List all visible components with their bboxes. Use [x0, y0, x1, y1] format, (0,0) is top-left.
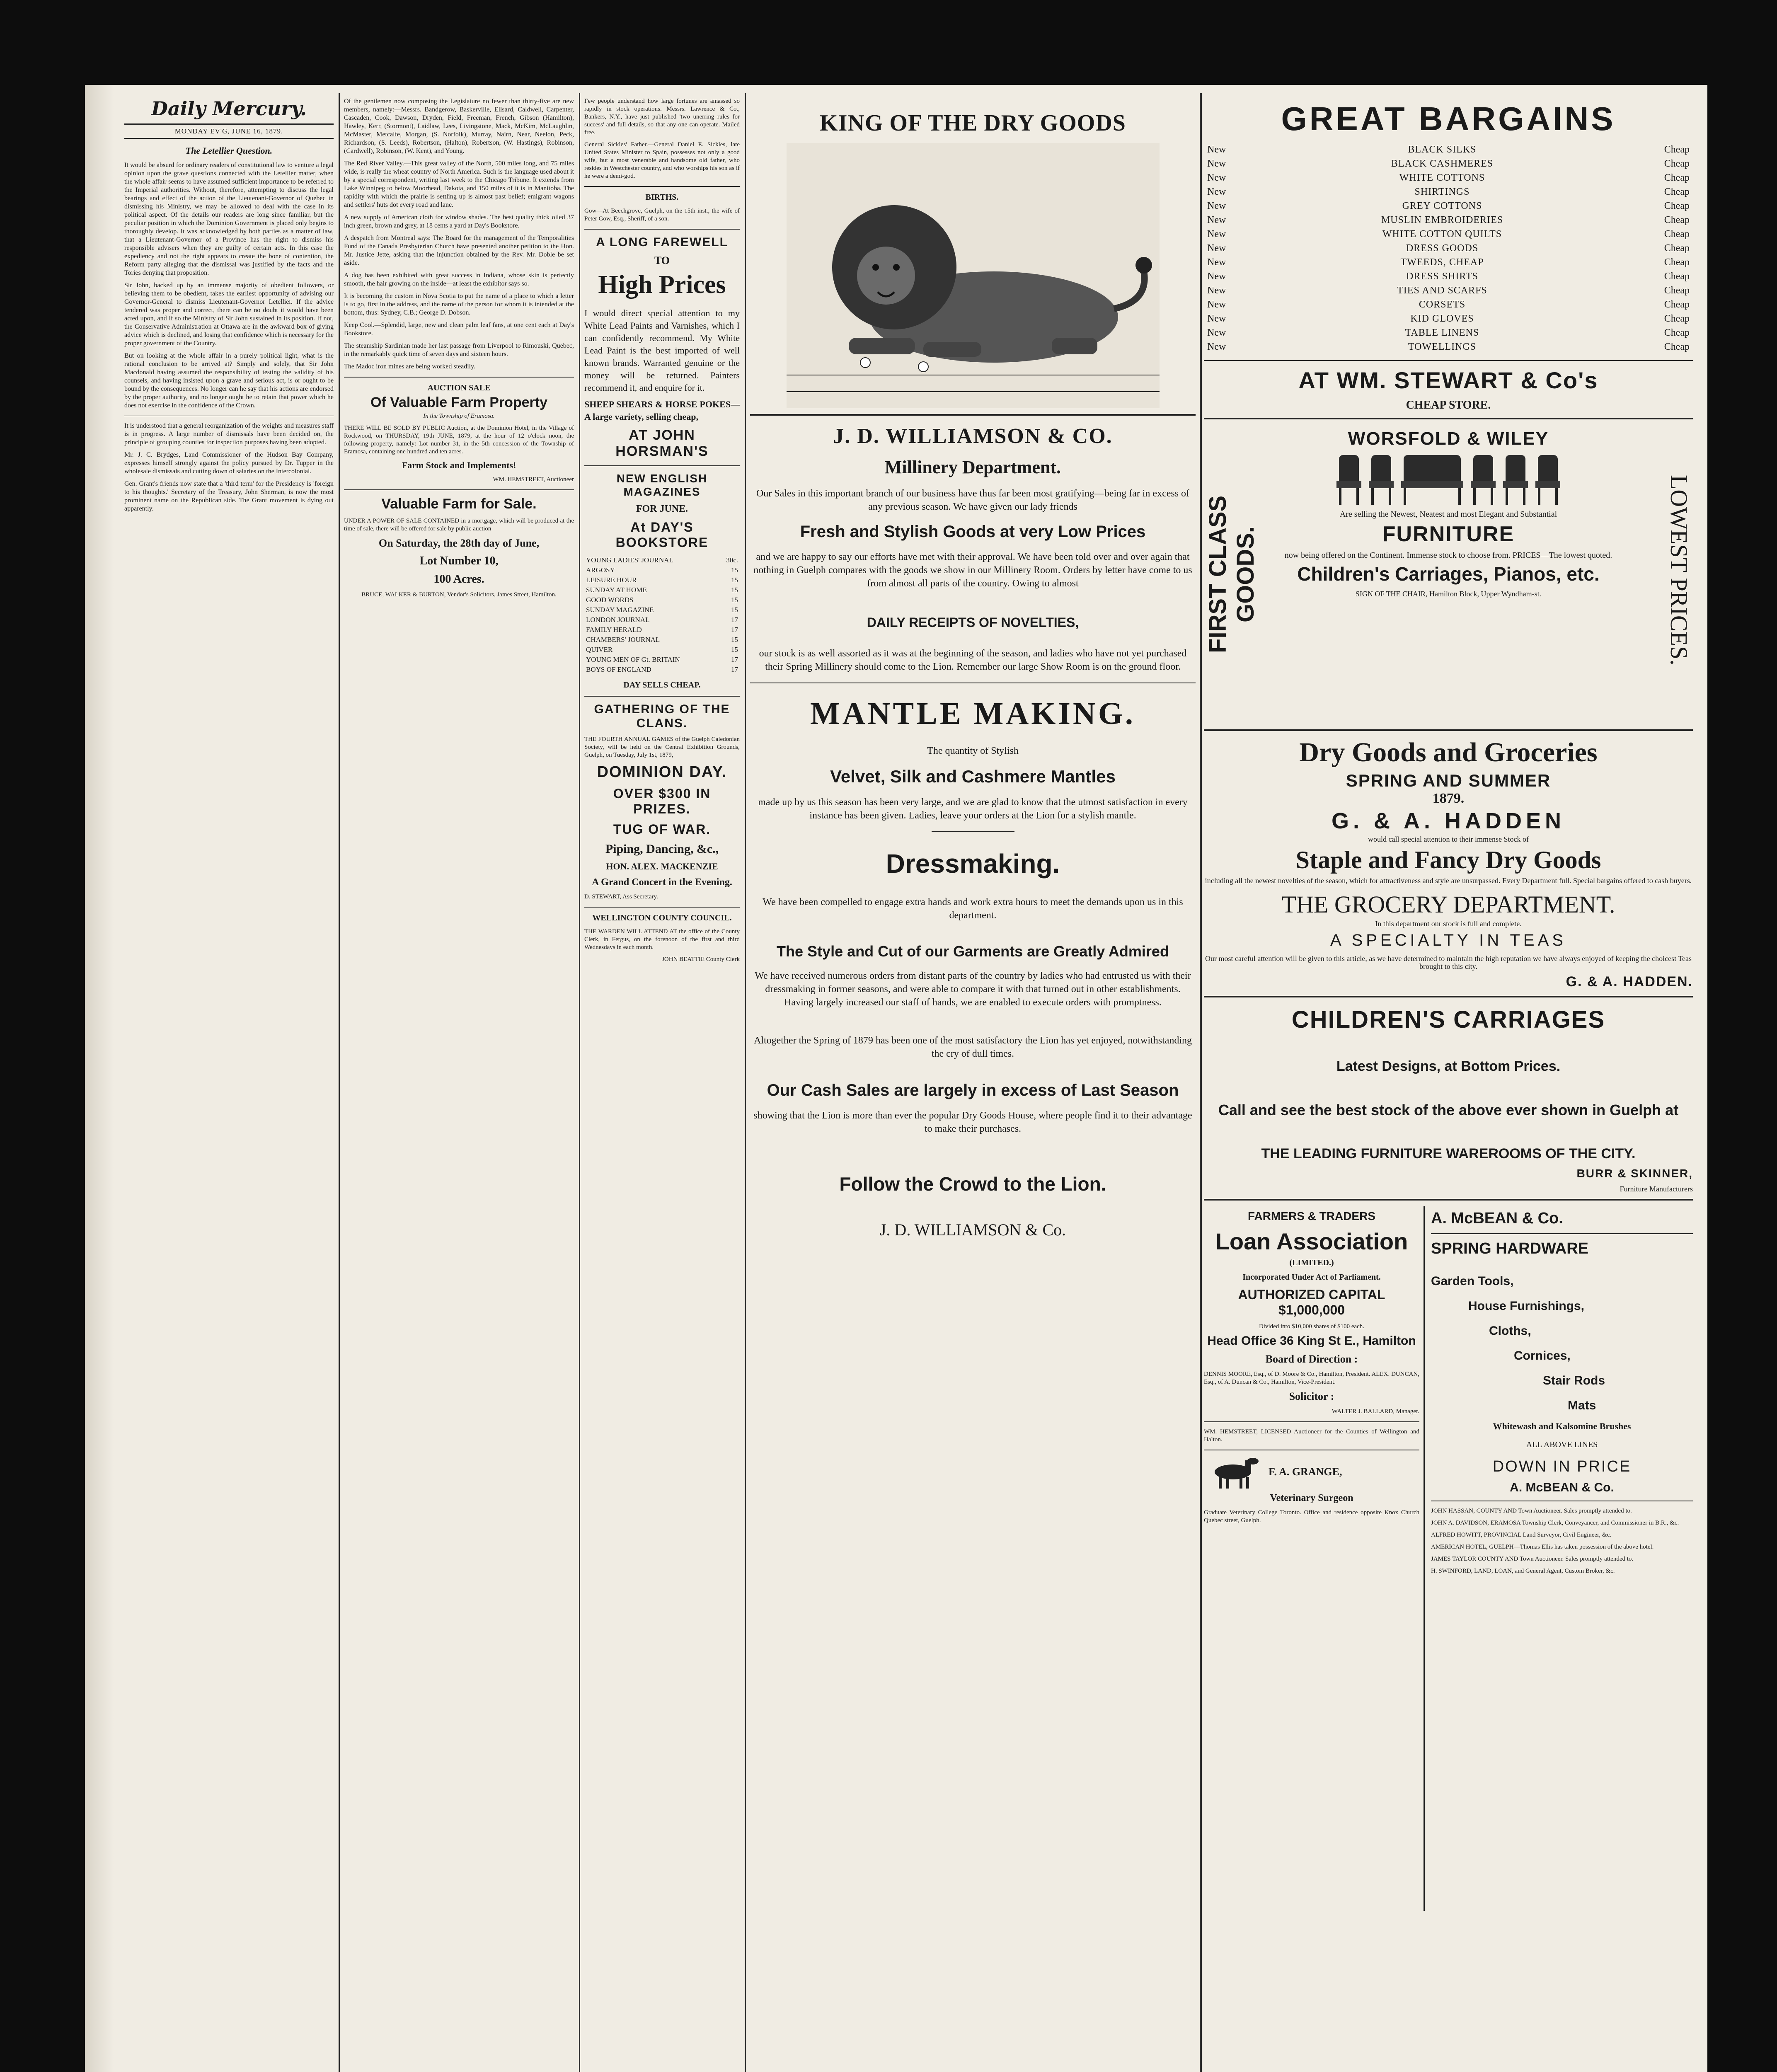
magazine-row	[584, 585, 740, 595]
bargain-item: SHIRTINGS	[1414, 186, 1470, 197]
magazine-row	[584, 655, 740, 665]
bargains-title: GREAT BARGAINS	[1281, 100, 1616, 137]
bargain-suffix: Cheap	[1664, 201, 1690, 211]
divider	[1204, 729, 1693, 731]
hadden-grocery-note: In this department our stock is full and complete.	[1375, 920, 1522, 928]
bargain-item: GREY COTTONS	[1402, 201, 1482, 211]
bargain-item: BLACK CASHMERES	[1391, 158, 1494, 169]
column-williamson-ad	[750, 97, 1196, 2072]
news-item: The steamship Sardinian made her last passage from Liverpool to Rimouski, Quebec, in the remarkably quick time of seven days and sixteen hours.	[344, 342, 574, 358]
bargain-item: TOWELLINGS	[1408, 341, 1477, 352]
hardware-item: Cornices,	[1514, 1349, 1571, 1363]
lion-illustration-icon	[787, 143, 1160, 408]
loan-board: Board of Direction :	[1265, 1353, 1358, 1365]
hadden-teas-note: Our most careful attention will be given to this article, as we have determined to maintain the high reputation we have always enjoyed of keeping the choicest Teas brought to this city.	[1205, 954, 1692, 971]
bargain-prefix: New	[1207, 299, 1226, 310]
bargain-suffix: Cheap	[1664, 313, 1690, 324]
bargain-prefix: New	[1207, 215, 1226, 225]
magazine-name: LONDON JOURNAL	[586, 616, 650, 624]
hardware-item: Cloths,	[1489, 1324, 1531, 1338]
hadden-teas: A SPECIALTY IN TEAS	[1330, 931, 1566, 949]
bargain-prefix: New	[1207, 186, 1226, 197]
farm-lot: Lot Number 10,	[419, 554, 499, 567]
news-item: Of the gentlemen now composing the Legislature no fewer than thirty-five are new members, namely:—Messrs. Bandgerow, Baskerville, Ellsard, Caldwell, Carpenter, Cascaden, Cook, Dawson, Dryden, Field, Freeman, French, Gibson (Hamilton), Hawley, Kerr, (Stormont), Laidlaw, Lees, Livingstone, Mack, McKim, McLaughlin, McMaster, Metcalfe, Morgan, (S. Norfolk), Murray, Nairn, Near, Neelon, Peck, Richardson, (S. Leeds), Robertson, (Halton), Robertson, (W. Hastings), Robinson, (Cardwell), Robinson, (W. Kent), and Young.	[344, 98, 574, 155]
hadden-attention: would call special attention to their immense Stock of	[1368, 835, 1529, 843]
council-clerk: JOHN BEATTIE County Clerk	[662, 956, 740, 963]
hardware-item: Garden Tools,	[1431, 1274, 1514, 1288]
magazines-footer: DAY SELLS CHEAP.	[623, 680, 701, 690]
worsfold-carriages: Children's Carriages, Pianos, etc.	[1297, 563, 1600, 585]
bargain-row	[1205, 185, 1692, 198]
magazine-row	[584, 625, 740, 635]
bargain-suffix: Cheap	[1664, 172, 1690, 183]
magazine-name: GOOD WORDS	[586, 596, 634, 604]
ad-text: made up by us this season has been very large, and we are glad to know that the utmost satisfaction in every instance has been given. Ladies, leave your orders at the Lion for a stylish mantle.	[758, 797, 1188, 821]
bargain-item: WHITE COTTON QUILTS	[1382, 229, 1502, 240]
news-item: A despatch from Montreal says: The Board for the management of the Temporalities Fund of the Canada Presbyterian Church have presented another petition to the Hon. Mr. Justice Jette, asking that the injunction obtained by the Rev. Mr. Doble be set aside.	[344, 235, 574, 266]
magazine-name: YOUNG MEN OF Gt. BRITAIN	[586, 656, 680, 663]
column-rule	[579, 93, 580, 2072]
business-card: ALFRED HOWITT, PROVINCIAL Land Surveyor, Civil Engineer, &c.	[1431, 1532, 1611, 1538]
ad-daily: DAILY RECEIPTS OF NOVELTIES,	[867, 615, 1079, 630]
bargain-item: DRESS SHIRTS	[1406, 271, 1478, 282]
bargain-suffix: Cheap	[1664, 215, 1690, 225]
business-card: AMERICAN HOTEL, GUELPH—Thomas Ellis has taken possession of the above hotel.	[1431, 1544, 1654, 1550]
magazine-price: 15	[731, 646, 738, 654]
article-heading: The Letellier Question.	[185, 145, 273, 156]
ad-text: The quantity of Stylish	[927, 746, 1019, 756]
ad-mantle: MANTLE MAKING.	[810, 696, 1135, 731]
loan-ad	[1204, 1206, 1419, 1911]
worsfold-title: WORSFOLD & WILEY	[1348, 428, 1549, 449]
loan-title: Loan Association	[1215, 1228, 1408, 1254]
divider	[1204, 996, 1693, 997]
bargain-suffix: Cheap	[1664, 158, 1690, 169]
news-item: The Madoc iron mines are being worked steadily.	[344, 363, 476, 370]
farm-title: Valuable Farm for Sale.	[381, 496, 537, 512]
hardware-sign: A. McBEAN & Co.	[1510, 1481, 1614, 1494]
loan-office: Head Office 36 King St E., Hamilton	[1207, 1334, 1416, 1348]
bargain-prefix: New	[1207, 341, 1226, 352]
bargain-suffix: Cheap	[1664, 229, 1690, 240]
news-item: The Red River Valley.—This great valley of the North, 500 miles long, and 75 miles wide, is really the wheat country of North America. Such is the language used about it by a special correspondent, writing last week to the Chicago Tribune. It extends from Lake Winnipeg to below Moorhead, Dakota, and 150 miles of it is in Manitoba. The rapidity with which the prairie is settling up is almost past belief; emigrant wagons and settlers' huts dot every road and lane.	[344, 160, 574, 208]
auction-subtitle: In the Township of Eramosa.	[423, 413, 495, 419]
news-item: Few people understand how large fortunes are amassed so rapidly in stock operations. Messrs. Lawrence & Co., Bankers, N.Y., have just published 'two unerring rules for success' and full details, so that any one can operate. Mailed free.	[584, 98, 740, 136]
news-item: Mr. J. C. Brydges, Land Commissioner of the Hudson Bay Company, expresses himself strongly against the policy pursued by Dr. Tupper in the wholesale dismissals and cutting down of salaries on the Intercolonial.	[124, 451, 334, 475]
magazine-name: BOYS OF ENGLAND	[586, 666, 651, 673]
divider	[584, 465, 740, 466]
ad-style: The Style and Cut of our Garments are Greatly Admired	[777, 943, 1169, 960]
business-card: JOHN A. DAVIDSON, ERAMOSA Township Clerk, Conveyancer, and Commissioner in B.R., &c.	[1431, 1520, 1679, 1526]
loan-manager: WALTER J. BALLARD, Manager.	[1332, 1408, 1419, 1415]
column-rule	[339, 93, 340, 2072]
farewell-title: High Prices	[598, 271, 726, 299]
bargain-suffix: Cheap	[1664, 243, 1690, 254]
clans-tug: TUG OF WAR.	[613, 822, 711, 837]
magazine-price: 17	[731, 656, 738, 663]
hadden-title: Dry Goods and Groceries	[1299, 737, 1598, 767]
hardware-ad	[1431, 1206, 1693, 1911]
magazine-price: 15	[731, 566, 738, 574]
business-card: H. SWINFORD, LAND, LOAN, and General Agent, Custom Broker, &c.	[1431, 1568, 1615, 1574]
divider	[584, 907, 740, 908]
column-editorial	[124, 97, 334, 2072]
bargain-prefix: New	[1207, 201, 1226, 211]
auction-title: Of Valuable Farm Property	[370, 395, 548, 410]
auction-body: THERE WILL BE SOLD BY PUBLIC Auction, at the Dominion Hotel, in the Village of Rockwood, on THURSDAY, 19th JUNE, 1879, at the hour of 12 o'clock noon, the following property, namely: Lot number 31, in the 5th concession of the Township of Eramosa, containing one hundred and ten acres.	[344, 425, 574, 455]
bargain-item: DRESS GOODS	[1406, 243, 1479, 254]
magazine-row	[584, 605, 740, 615]
divider	[344, 489, 574, 490]
ad-follow: Follow the Crowd to the Lion.	[839, 1173, 1106, 1195]
article-paragraph: Sir John, backed up by an immense majority of obedient followers, or believing them to be obedient, takes the earliest opportunity of advising our Governor-General to dismiss Lieutenant-Governor Letellier. If the advice tendered was proper and correct, there can be no doubt it would have been acted upon, and if so the Ministry of Sir John sustained in its position. If not, the Conservative Administration at Ottawa are in the awkward box of giving advice which is declined, and losing that confidence which is necessary for the proper government of the Country.	[124, 282, 334, 347]
council-body: THE WARDEN WILL ATTEND AT the office of the County Clerk, in Fergus, on the forenoon of the first and third Wednesdays in each month.	[584, 928, 740, 951]
magazine-name: LEISURE HOUR	[586, 576, 637, 584]
hardware-lines: ALL ABOVE LINES	[1526, 1440, 1598, 1449]
article-paragraph: It would be absurd for ordinary readers of constitutional law to venture a legal opinion upon the grave questions connected with the Letellier matter, when the whole affair seems to have assumed sufficient importance to be referred to the Imperial authorities. Without, therefore, attempting to discuss the legal bearings and effect of the action of the Lieutenant-Governor of Quebec in dismissing his Ministry, we may be allowed to deal with the case in its political aspect. Of the details our readers are long since familiar, but the peculiar position in which the Dominion Government is placed only begins to thoroughly develop. It was acknowledged by both parties as a matter of law, that a Lieutenant-Governor of a Province has the right to dismiss his responsible advisers when they are guilty of certain acts. In this case the expediency and not the right appears to create the bone of contention, the Reform party alleging that the dismissal was justified by the facts and the Tories denying that proposition.	[124, 162, 334, 276]
loan-limited: (LIMITED.)	[1289, 1258, 1334, 1267]
stewart-cheap: CHEAP STORE.	[1406, 399, 1491, 411]
bargain-row	[1205, 143, 1692, 156]
bargain-row	[1205, 298, 1692, 311]
divider	[1204, 1421, 1419, 1422]
column-news	[344, 97, 574, 2072]
carriages-trade: Furniture Manufacturers	[1620, 1185, 1693, 1193]
magazine-name: ARGOSY	[586, 566, 615, 574]
magazine-price: 17	[731, 616, 738, 624]
worsfold-left: FIRST CLASS GOODS.	[1204, 495, 1259, 654]
hardware-title: SPRING HARDWARE	[1431, 1240, 1589, 1257]
magazine-name: CHAMBERS' JOURNAL	[586, 636, 660, 644]
bargain-item: MUSLIN EMBROIDERIES	[1381, 215, 1503, 225]
ad-text: and we are happy to say our efforts have met with their approval. We have been told over and over again that nothing in Guelph compares with the goods we show in our Millinery Room. Orders by letter have come to us from almost all parts of the country. Owing to almost	[753, 552, 1192, 589]
bargain-item: BLACK SILKS	[1408, 144, 1477, 155]
magazine-price: 15	[731, 596, 738, 604]
magazine-row	[584, 635, 740, 645]
farewell-line: A LONG FAREWELL	[596, 235, 728, 249]
bargain-prefix: New	[1207, 243, 1226, 254]
farm-acres: 100 Acres.	[433, 573, 484, 586]
magazine-row	[584, 615, 740, 625]
ad-text: Altogether the Spring of 1879 has been one of the most satisfactory the Lion has yet enjoyed, notwithstanding the cry of dull times.	[753, 1035, 1192, 1059]
bargain-row	[1205, 312, 1692, 325]
clans-piping: Piping, Dancing, &c.,	[605, 842, 719, 856]
bargain-row	[1205, 270, 1692, 283]
magazine-price: 15	[731, 636, 738, 644]
magazine-price: 15	[731, 606, 738, 614]
loan-directors: DENNIS MOORE, Esq., of D. Moore & Co., Hamilton, President. ALEX. DUNCAN, Esq., of A. Duncan & Co., Hamilton, Vice-President.	[1204, 1371, 1419, 1385]
news-item: It is becoming the custom in Nova Scotia to put the name of a place to which a letter is to go, first in the address, and the name of the person for whom it is intended at the bottom, thus: Sydney, C.B.; George D. Dobson.	[344, 293, 574, 316]
bargain-suffix: Cheap	[1664, 299, 1690, 310]
clans-title: GATHERING OF THE CLANS.	[594, 702, 730, 730]
bargain-row	[1205, 199, 1692, 213]
worsfold-selling: Are selling the Newest, Neatest and most Elegant and Substantial	[1339, 510, 1557, 519]
column-rule	[1424, 1206, 1425, 1911]
carriages-rooms: THE LEADING FURNITURE WAREROOMS OF THE CITY.	[1261, 1146, 1636, 1162]
carriages-firm: BURR & SKINNER,	[1576, 1167, 1693, 1180]
magazine-row	[584, 555, 740, 565]
divider	[1431, 1233, 1693, 1234]
grange-body: Graduate Veterinary College Toronto. Office and residence opposite Knox Church Quebec street, Guelph.	[1204, 1509, 1419, 1524]
ad-text: our stock is as well assorted as it was at the beginning of the season, and ladies who have not yet purchased their Spring Millinery should come to the Lion. Remember our large Show Room is on the ground floor.	[759, 648, 1187, 672]
hardware-item: Mats	[1568, 1399, 1596, 1412]
magazines-store: At DAY'S BOOKSTORE	[615, 520, 709, 550]
farm-firm: BRUCE, WALKER & BURTON, Vendor's Solicitors, James Street, Hamilton.	[361, 591, 557, 598]
magazines-table	[584, 555, 740, 675]
bargain-prefix: New	[1207, 229, 1226, 240]
farewell-body: I would direct special attention to my White Lead Paints and Varnishes, which I can confidently recommend. My White Lead Paint is the best imported of well known brands. Warranted genuine or the money will be returned. Painters recommend it, and enquire for it.	[584, 308, 740, 393]
bargain-row	[1205, 213, 1692, 227]
hadden-sign: G. & A. HADDEN.	[1566, 974, 1693, 990]
births-notice: Gow—At Beechgrove, Guelph, on the 15th inst., the wife of Peter Gow, Esq., Sheriff, of a son.	[584, 208, 740, 222]
bargain-prefix: New	[1207, 172, 1226, 183]
hemstreet-card: WM. HEMSTREET, LICENSED Auctioneer for the Counties of Wellington and Halton.	[1204, 1428, 1419, 1443]
bargain-item: WHITE COTTONS	[1399, 172, 1485, 183]
business-card: JAMES TAYLOR COUNTY AND Town Auctioneer. Sales promptly attended to.	[1431, 1556, 1634, 1562]
ad-text: showing that the Lion is more than ever the popular Dry Goods House, where people find it to their advantage to make their purchases.	[753, 1110, 1192, 1134]
clans-day: DOMINION DAY.	[597, 763, 727, 781]
furniture-illustration-icon	[1245, 455, 1651, 505]
magazine-name: SUNDAY AT HOME	[586, 586, 647, 594]
hadden-year: 1879.	[1432, 791, 1465, 806]
divider	[750, 414, 1196, 416]
magazine-row	[584, 665, 740, 675]
hardware-brushes: Whitewash and Kalsomine Brushes	[1493, 1421, 1631, 1431]
bargain-row	[1205, 171, 1692, 184]
clans-games: THE FOURTH ANNUAL GAMES of the Guelph Caledonian Society, will be held on the Central Exhibition Grounds, Guelph, on Tuesday, July 1st, 1879,	[584, 736, 740, 758]
magazine-row	[584, 645, 740, 655]
magazine-price: 17	[731, 666, 738, 673]
divider	[1204, 360, 1693, 361]
hardware-item: Stair Rods	[1543, 1374, 1605, 1387]
loan-solicitor: Solicitor :	[1289, 1390, 1334, 1402]
worsfold-offered: now being offered on the Continent. Immense stock to choose from. PRICES—The lowest quoted.	[1284, 551, 1612, 560]
article-paragraph: But on looking at the whole affair in a purely political light, what is the rational conclusion to be arrived at? Simply and solely, that Sir John Macdonald having assumed the responsibility of testing the validity of his counsels, and having insisted upon a grave and serious act, is or ought to be bound by the consequences. No longer can he say that his actions are endorsed by the proper authority, and no longer ought he to retain that power which he does not exercise in the confidence of the Crown.	[124, 352, 334, 409]
bargain-prefix: New	[1207, 313, 1226, 324]
magazine-price: 15	[731, 576, 738, 584]
clans-concert: A Grand Concert in the Evening.	[592, 877, 732, 888]
magazine-price: 15	[731, 586, 738, 594]
magazine-row	[584, 575, 740, 585]
bargain-row	[1205, 340, 1692, 353]
bargain-prefix: New	[1207, 158, 1226, 169]
hardware-down: DOWN IN PRICE	[1492, 1458, 1632, 1475]
divider	[584, 696, 740, 697]
farm-body: UNDER A POWER OF SALE CONTAINED in a mortgage, which will be produced at the time of sale, there will be offered for sale by public auction	[344, 518, 574, 532]
news-item: It is understood that a general reorganization of the weights and measures staff is in progress. A large number of dismissals have been decided on, the principle of grouping counties for inspection purposes having been adopted.	[124, 422, 334, 446]
bargain-prefix: New	[1207, 285, 1226, 296]
news-item: A new supply of American cloth for window shades. The best quality thick oiled 37 inch green, brown and grey, at 18 cents a yard at Day's Bookstore.	[344, 214, 574, 229]
magazine-price: 30c.	[726, 556, 738, 564]
column-ads-right	[1204, 97, 1693, 2072]
horse-icon	[1204, 1456, 1262, 1489]
column-rule	[745, 93, 746, 2072]
ad-sign: J. D. WILLIAMSON & Co.	[879, 1220, 1066, 1239]
loan-incorporated: Incorporated Under Act of Parliament.	[1242, 1273, 1381, 1282]
bargain-prefix: New	[1207, 257, 1226, 268]
magazine-name: SUNDAY MAGAZINE	[586, 606, 654, 614]
bargain-row	[1205, 326, 1692, 339]
column-ads-small	[584, 97, 740, 2072]
ad-text: We have received numerous orders from distant parts of the country by ladies who had entrusted us with their dressmaking in former seasons, and were able to compare it with that turned out in other establishments. Having largely increased our staff of hands, we are enabled to execute orders with promptness.	[755, 971, 1191, 1008]
divider	[584, 186, 740, 187]
divider	[584, 229, 740, 230]
business-card: JOHN HASSAN, COUNTY AND Town Auctioneer. Sales promptly attended to.	[1431, 1508, 1632, 1514]
divider	[344, 377, 574, 378]
ad-firm: J. D. WILLIAMSON & CO.	[833, 424, 1113, 448]
bargain-suffix: Cheap	[1664, 271, 1690, 282]
hadden-season: SPRING AND SUMMER	[1346, 771, 1551, 790]
horsman-store: AT JOHN HORSMAN'S	[615, 427, 709, 459]
loan-divided: Divided into $10,000 shares of $100 each.	[1259, 1323, 1365, 1330]
auction-heading: AUCTION SALE	[427, 383, 491, 392]
carriages-call: Call and see the best stock of the above ever shown in Guelph at	[1218, 1101, 1679, 1118]
bargain-item: CORSETS	[1419, 299, 1466, 310]
loan-capital: AUTHORIZED CAPITAL $1,000,000	[1238, 1287, 1385, 1317]
worsfold-ad	[1204, 425, 1693, 724]
bargain-suffix: Cheap	[1664, 341, 1690, 352]
bargains-list	[1204, 142, 1693, 354]
magazines-title: NEW ENGLISH MAGAZINES	[616, 472, 708, 498]
magazine-row	[584, 565, 740, 575]
grange-role: Veterinary Surgeon	[1270, 1493, 1353, 1503]
bargain-suffix: Cheap	[1664, 144, 1690, 155]
magazine-name: QUIVER	[586, 646, 613, 654]
bargain-suffix: Cheap	[1664, 285, 1690, 296]
hardware-firm: A. McBEAN & Co.	[1431, 1210, 1563, 1227]
masthead-title: Daily Mercury.	[124, 97, 334, 125]
bargain-row	[1205, 157, 1692, 170]
stewart-store: AT WM. STEWART & Co's	[1298, 367, 1598, 393]
ad-text: Our Sales in this important branch of our business have thus far been most gratifying—being far in excess of any previous season. We have given our lady friends	[756, 488, 1190, 512]
hadden-grocery: THE GROCERY DEPARTMENT.	[1281, 891, 1615, 918]
bargain-item: TIES AND SCARFS	[1397, 285, 1487, 296]
ad-cash: Our Cash Sales are largely in excess of Last Season	[767, 1081, 1179, 1099]
hadden-staple: Staple and Fancy Dry Goods	[1295, 846, 1601, 874]
loan-pre: FARMERS & TRADERS	[1247, 1210, 1375, 1222]
bargain-item: KID GLOVES	[1410, 313, 1474, 324]
hardware-item: House Furnishings,	[1468, 1299, 1585, 1313]
auctioneer: WM. HEMSTREET, Auctioneer	[493, 476, 574, 483]
hadden-firm: G. & A. HADDEN	[1331, 808, 1565, 833]
ad-title: KING OF THE DRY GOODS	[820, 110, 1126, 136]
bargain-suffix: Cheap	[1664, 327, 1690, 338]
bargain-suffix: Cheap	[1664, 257, 1690, 268]
bargain-suffix: Cheap	[1664, 186, 1690, 197]
worsfold-sign: SIGN OF THE CHAIR, Hamilton Block, Upper Wyndham-st.	[1355, 590, 1542, 598]
ad-fresh: Fresh and Stylish Goods at very Low Prices	[800, 523, 1146, 541]
magazine-name: YOUNG LADIES' JOURNAL	[586, 556, 673, 564]
masthead-date: MONDAY EV'G, JUNE 16, 1879.	[124, 127, 334, 139]
newspaper-page	[85, 85, 1707, 2072]
farewell-to: TO	[654, 254, 670, 266]
clans-secretary: D. STEWART, Ass Secretary.	[584, 893, 658, 900]
divider	[932, 831, 1014, 832]
ad-text: We have been compelled to engage extra hands and work extra hours to meet the demands upon us in this department.	[763, 897, 1183, 921]
carriages-latest: Latest Designs, at Bottom Prices.	[1336, 1058, 1561, 1074]
news-item: A dog has been exhibited with great success in Indiana, whose skin is perfectly smooth, the hair growing on the inside—at least the exhibitor says so.	[344, 272, 574, 287]
divider	[1204, 1199, 1693, 1201]
magazine-row	[584, 595, 740, 605]
column-rule	[1200, 93, 1202, 2072]
births-heading: BIRTHS.	[645, 193, 679, 202]
magazine-price: 17	[731, 626, 738, 634]
ad-dress: Dressmaking.	[886, 849, 1060, 879]
farm-date: On Saturday, the 28th day of June,	[378, 537, 540, 549]
news-item: Keep Cool.—Splendid, large, new and clean palm leaf fans, at one cent each at Day's Bookstore.	[344, 322, 574, 337]
magazines-for: FOR JUNE.	[636, 503, 688, 514]
bargain-item: TWEEDS, CHEAP	[1400, 257, 1484, 268]
bargain-prefix: New	[1207, 271, 1226, 282]
auction-stock: Farm Stock and Implements!	[402, 460, 516, 470]
farewell-shears: SHEEP SHEARS & HORSE POKES—A large variety, selling cheap,	[584, 399, 740, 422]
hadden-including: including all the newest novelties of the season, which for attractiveness and style are unsurpassed. Every Department full. Special bargains offered to cash buyers.	[1205, 876, 1692, 885]
divider	[1204, 418, 1693, 419]
bargain-row	[1205, 242, 1692, 255]
ad-millinery: Millinery Department.	[884, 457, 1061, 477]
clans-hon: HON. ALEX. MACKENZIE	[606, 861, 718, 871]
ad-velvet: Velvet, Silk and Cashmere Mantles	[830, 767, 1116, 786]
council-title: WELLINGTON COUNTY COUNCIL.	[592, 913, 732, 922]
bargain-row	[1205, 256, 1692, 269]
magazine-name: FAMILY HERALD	[586, 626, 642, 634]
bargain-row	[1205, 284, 1692, 297]
bargain-prefix: New	[1207, 144, 1226, 155]
bargain-item: TABLE LINENS	[1405, 327, 1479, 338]
bargain-row	[1205, 228, 1692, 241]
worsfold-furniture: FURNITURE	[1382, 522, 1515, 546]
news-item: Gen. Grant's friends now state that a 'third term' for the Presidency is 'foreign to his thoughts.' Secretary of the Treasury, John Sherman, is now the most prominent name on the Republican side. The Grant movement is dying out apparently.	[124, 480, 334, 512]
clans-prizes: OVER $300 IN PRIZES.	[613, 786, 711, 816]
carriages-title: CHILDREN'S CARRIAGES	[1291, 1006, 1605, 1033]
worsfold-right: LOWEST PRICES.	[1666, 475, 1692, 666]
grange-title: F. A. GRANGE,	[1269, 1466, 1342, 1478]
news-item: General Sickles' Father.—General Daniel E. Sickles, late United States Minister to Spain, possesses not only a good wife, but a most venerable and handsome old father, who resides in Westchester country, and who worships his son as if he were a demi-god.	[584, 141, 740, 179]
bargain-prefix: New	[1207, 327, 1226, 338]
